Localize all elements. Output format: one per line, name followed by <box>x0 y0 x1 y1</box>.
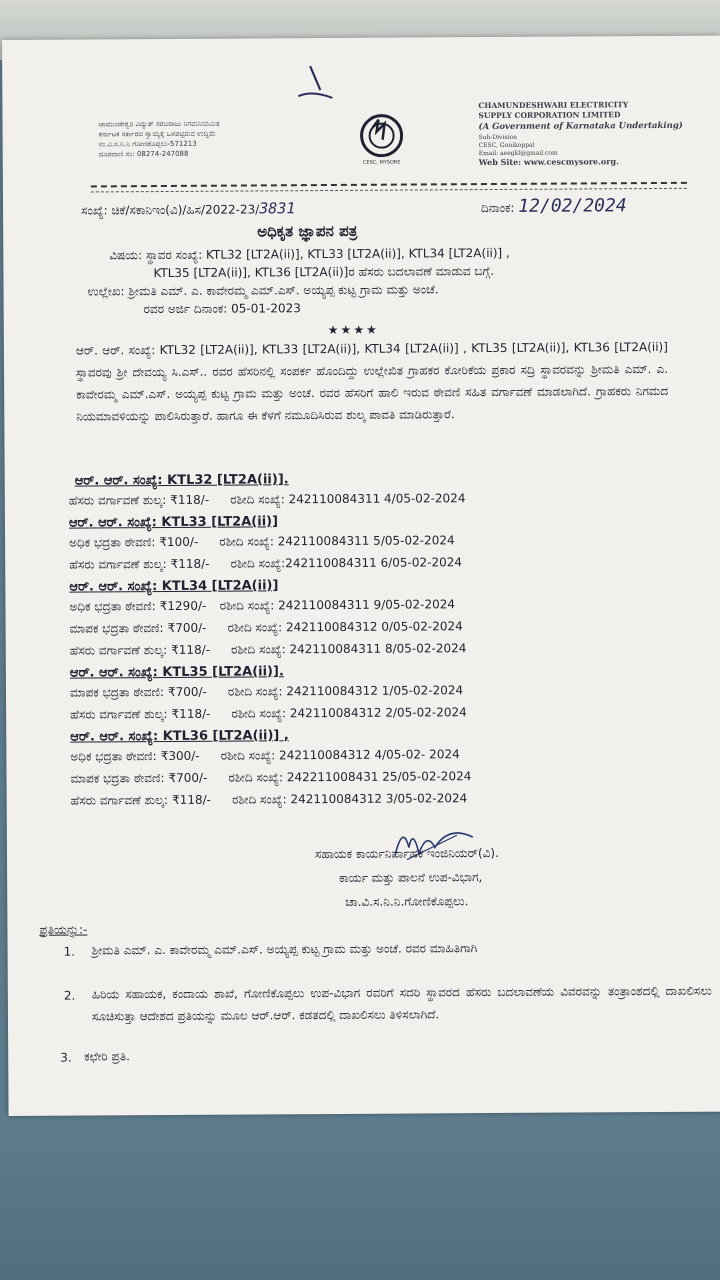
copy-number: 3. <box>60 1050 72 1065</box>
copies-label: ಪ್ರತಿಯನ್ನು:- <box>39 922 88 937</box>
header-en-line: Email: aeegkl@gmail.com <box>478 149 558 158</box>
page-title: ಅಧಿಕೃತ ಜ್ಞಾಪನ ಪತ್ರ <box>257 221 358 241</box>
header-kn-line: ಚಾಮುಂಡೇಶ್ವರಿ ವಿದ್ಯುತ್ ಸರಬರಾಜು ನಿಗಮನಿಯಮಿತ <box>98 119 220 129</box>
receipt-number: ರಶೀದಿ ಸಂಖ್ಯೆ: 242110084312 3/05-02-2024 <box>232 791 468 807</box>
copy-item: ಕಛೇರಿ ಪ್ರತಿ. <box>84 1049 130 1064</box>
background-table-surface <box>0 1110 720 1280</box>
fee-amount: ₹1290/- <box>159 598 207 614</box>
fee-amount: ₹700/- <box>167 620 207 635</box>
fee-label: ಮಾಪಕ ಭದ್ರತಾ ಠೇವಣಿ: <box>70 771 165 786</box>
cesc-logo-icon <box>354 110 408 166</box>
copy-number: 1. <box>63 944 76 959</box>
copy-item: ಹಿರಿಯ ಸಹಾಯಕ, ಕಂದಾಯ ಶಾಖೆ, ಗೋಣಿಕೊಪ್ಪಲು ಉಪ-ವಿಭಾಗ ರವರಿಗೆ ಸದರಿ ಸ್ಥಾವರದ ಹೆಸರು ಬದಲಾವಣೆಯ ವಿವರವನ್ನು ತಂತ್ರಾಂಶದಲ್ಲಿ ದಾಖಲಿಸಲು ಸೂಚಿಸುತ್ತಾ ಆದೇಶದ ಪ್ರತಿಯನ್ನು ಮೂಲ ಆರ್.ಆರ್. ಕಡತದಲ್ಲಿ ದಾಖಲಿಸಲು ತಿಳಿಸಲಾಗಿದೆ. <box>91 983 712 1024</box>
section-heading: ಆರ್. ಆರ್. ಸಂಖ್ಯೆ: KTL36 [LT2A(ii)] , <box>70 728 289 745</box>
reference-line: ಉಲ್ಲೇಖ: ಶ್ರೀಮತಿ ಎಮ್. ಎ. ಕಾವೇರಮ್ಮ ಎಮ್.ಎಸ್. ಅಯ್ಯಪ್ಪ ಕುಟ್ಟ ಗ್ರಾಮ ಮತ್ತು ಅಂಚೆ. <box>87 282 439 299</box>
fee-label: ಹೆಸರು ವರ್ಗಾವಣೆ ಶುಲ್ಕ: <box>68 493 167 508</box>
section-heading: ಆರ್. ಆರ್. ಸಂಖ್ಯೆ: KTL34 [LT2A(ii)] <box>69 578 279 595</box>
header-en-line: (A Government of Karnataka Undertaking) <box>478 120 683 133</box>
fee-row <box>71 791 468 808</box>
reference-line: ರವರ ಅರ್ಜಿ ದಿನಾಂಕ: 05-01-2023 <box>143 301 301 317</box>
fee-row <box>70 683 463 700</box>
handwritten-mark-icon <box>292 60 340 104</box>
section-heading: ಆರ್. ಆರ್. ಸಂಖ್ಯೆ: KTL33 [LT2A(ii)] <box>68 514 279 531</box>
receipt-number: ರಶೀದಿ ಸಂಖ್ಯೆ: 242110084311 9/05-02-2024 <box>219 597 456 613</box>
fee-label: ಅಧಿಕ ಭದ್ರತಾ ಠೇವಣಿ: <box>70 749 157 764</box>
receipt-number: ರಶೀದಿ ಸಂಖ್ಯೆ: 242110084311 4/05-02-2024 <box>230 491 466 507</box>
fee-amount: ₹700/- <box>167 684 207 699</box>
fee-label: ಮಾಪಕ ಭದ್ರತಾ ಠೇವಣಿ: <box>69 685 164 700</box>
header-en-line: SUPPLY CORPORATION LIMITED <box>478 110 621 121</box>
copy-item: ಶ್ರೀಮತಿ ಎಮ್. ಎ. ಕಾವೇರಮ್ಮ ಎಮ್.ಎಸ್. ಅಯ್ಯಪ್ಪ ಕುಟ್ಟ ಗ್ರಾಮ ಮತ್ತು ಅಂಚೆ. ರವರ ಮಾಹಿತಿಗಾಗಿ <box>91 941 478 958</box>
fee-row <box>70 769 471 786</box>
letter-paper <box>2 36 720 1116</box>
fee-row <box>69 491 466 508</box>
receipt-number: ರಶೀದಿ ಸಂಖ್ಯೆ: 242110084312 1/05-02-2024 <box>227 683 464 699</box>
receipt-number: ರಶೀದಿ ಸಂಖ್ಯೆ: 242110084311 5/05-02-2024 <box>219 533 455 549</box>
fee-amount: ₹118/- <box>171 706 211 721</box>
body-paragraph: ಆರ್. ಆರ್. ಸಂಖ್ಯೆ: KTL32 [LT2A(ii)], KTL33 [LT2A(ii)], KTL34 [LT2A(ii)] , KTL35 [LT2A(ii)], KTL36 [LT2A(ii)] ಸ್ಥಾವರವು ಶ್ರೀ ದೇವಯ್ಯ ಸಿ.ಎಸ್.. ರವರ ಹೆಸರಿನಲ್ಲಿ ಸಂಪರ್ಕ ಹೊಂದಿದ್ದು ಉಲ್ಲೇಖಿತ ಗ್ರಾಹಕರ ಕೋರಿಕೆಯ ಪ್ರಕಾರ ಸದ್ರಿ ಸ್ಥಾವರವನ್ನು ಶ್ರೀಮತಿ ಎಮ್. ಎ. ಕಾವೇರಮ್ಮ ಎಮ್.ಎಸ್. ಅಯ್ಯಪ್ಪ ಕುಟ್ಟ ಗ್ರಾಮ ಮತ್ತು ಅಂಚೆ. ರವರ ಹೆಸರಿಗೆ ಹಾಲಿ ಇರುವ ಠೇವಣಿ ಸಹಿತ ವರ್ಗಾವಣೆ ಮಾಡಲಾಗಿದೆ. ಗ್ರಾಹಕರು ನಿಗಮದ ನಿಯಮಾವಳಿಯನ್ನು ಪಾಲಿಸಿರುತ್ತಾರೆ. ಹಾಗೂ ಈ ಕೆಳಗೆ ನಮೂದಿಸಿರುವ ಶುಲ್ಕ ಪಾವತಿ ಮಾಡಿರುತ್ತಾರೆ. <box>75 339 669 424</box>
fee-label: ಹೆಸರು ವರ್ಗಾವಣೆ ಶುಲ್ಕ: <box>69 643 168 658</box>
receipt-number: ರಶೀದಿ ಸಂಖ್ಯೆ: 242110084312 4/05-02- 2024 <box>220 747 460 763</box>
receipt-number: ರಶೀದಿ ಸಂಖ್ಯೆ:242110084311 6/05-02-2024 <box>230 555 463 571</box>
fee-row <box>70 705 467 722</box>
subject-line: KTL35 [LT2A(ii)], KTL36 [LT2A(ii)]ರ ಹೆಸರು ಬದಲಾವಣೆ ಮಾಡುವ ಬಗ್ಗೆ. <box>153 263 495 281</box>
receipt-number: ರಶೀದಿ ಸಂಖ್ಯೆ: 242211008431 25/05-02-2024 <box>228 769 472 785</box>
stars-divider: ★★★★ <box>327 322 379 338</box>
receipt-number: ರಶೀದಿ ಸಂಖ್ಯೆ: 242110084311 8/05-02-2024 <box>231 641 467 657</box>
fee-label: ಹೆಸರು ವರ್ಗಾವಣೆ ಶುಲ್ಕ: <box>69 557 167 572</box>
reference-number: ಸಂಖ್ಯೆ: ಚಿಕೆ/ಸಕಾನಿಇಂ(ವಿ)/ಹಿಸ/2022-23/3831 <box>81 199 296 218</box>
fee-row <box>70 747 459 764</box>
fee-label: ಮಾಪಕ ಭದ್ರತಾ ಠೇವಣಿ: <box>69 621 164 636</box>
section-heading: ಆರ್. ಆರ್. ಸಂಖ್ಯೆ: KTL32 [LT2A(ii)]. <box>74 472 289 489</box>
fee-label: ಹೆಸರು ವರ್ಗಾವಣೆ ಶುಲ್ಕ: <box>70 707 168 722</box>
fee-amount: ₹100/- <box>159 534 199 550</box>
fee-amount: ₹118/- <box>172 792 212 807</box>
signatory-location: ಚಾ.ವಿ.ಸ.ನಿ.ನಿ.ಗೋಣಿಕೊಪ್ಪಲು. <box>345 894 469 909</box>
header-website: Web Site: www.cescmysore.org. <box>478 156 619 168</box>
logo-text: CESC, MYSORE <box>362 159 401 166</box>
copy-number: 2. <box>63 988 76 1003</box>
fee-amount: ₹700/- <box>168 770 208 785</box>
header-divider <box>91 188 687 193</box>
fee-row <box>70 641 467 658</box>
header-en-line: Sub-Division <box>478 133 517 142</box>
signatory-designation: ಸಹಾಯಕ ಕಾರ್ಯನಿರ್ವಾಹಕ ಇಂಜಿನಿಯರ್(ವಿ). <box>314 845 499 862</box>
fee-row <box>69 597 455 614</box>
header-en-line: CHAMUNDESHWARI ELECTRICITY <box>478 100 629 111</box>
receipt-number: ರಶೀದಿ ಸಂಖ್ಯೆ: 242110084312 0/05-02-2024 <box>227 619 463 635</box>
header-kn-line: ಕರ್ನಾಟಕ ಸರ್ಕಾರದ ಸ್ವಾಮ್ಯಕ್ಕೆ ಒಳಪಟ್ಟಿರುವ ಉದ್ದಿಮೆ <box>98 129 216 139</box>
fee-amount: ₹118/- <box>170 492 210 507</box>
header-kn-line: ದೂರವಾಣಿ ಸಂ: 08274-247088 <box>98 149 189 159</box>
header-divider <box>91 182 687 188</box>
subject-line: ವಿಷಯ: ಸ್ಥಾವರ ಸಂಖ್ಯೆ: KTL32 [LT2A(ii)], KTL33 [LT2A(ii)], KTL34 [LT2A(ii)] , <box>109 245 510 263</box>
receipt-number: ರಶೀದಿ ಸಂಖ್ಯೆ: 242110084312 2/05-02-2024 <box>231 705 467 721</box>
fee-row <box>70 619 463 636</box>
header-kn-line: ಉ.ವಿ.ಸ.ನಿ.ನಿ ಗೋಣಿಕೊಪ್ಪಲು-571213 <box>98 139 197 149</box>
fee-amount: ₹118/- <box>171 642 211 657</box>
fee-row <box>69 555 462 572</box>
fee-amount: ₹300/- <box>160 748 200 764</box>
fee-label: ಅಧಿಕ ಭದ್ರತಾ ಠೇವಣಿ: <box>69 599 156 614</box>
fee-label: ಅಧಿಕ ಭದ್ರತಾ ಠೇವಣಿ: <box>69 535 156 550</box>
header-en-line: CESC, Gonikoppal <box>478 141 535 150</box>
signatory-office: ಕಾರ್ಯ ಮತ್ತು ಪಾಲನೆ ಉಪ-ವಿಭಾಗ, <box>339 870 483 885</box>
fee-label: ಹೆಸರು ವರ್ಗಾವಣೆ ಶುಲ್ಕ: <box>70 792 169 808</box>
reference-date: ದಿನಾಂಕ: 12/02/2024 <box>480 195 627 217</box>
fee-row <box>69 533 455 550</box>
section-heading: ಆರ್. ಆರ್. ಸಂಖ್ಯೆ: KTL35 [LT2A(ii)]. <box>69 664 284 681</box>
fee-amount: ₹118/- <box>170 556 210 571</box>
